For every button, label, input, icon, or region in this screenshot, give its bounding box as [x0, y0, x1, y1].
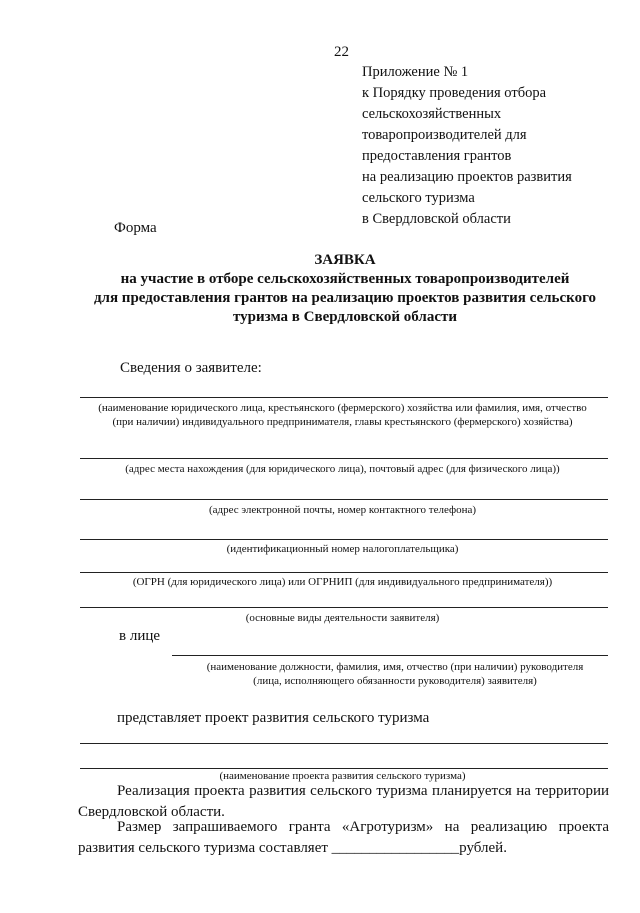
project-field-line-1[interactable]	[80, 743, 608, 744]
appendix-line: к Порядку проведения отбора	[362, 85, 547, 101]
title-line: туризма в Свердловской области	[232, 309, 458, 325]
appendix-header	[362, 62, 572, 230]
project-label: представляет проект развития сельского туризма	[117, 710, 430, 726]
appendix-line: предоставления грантов	[362, 148, 512, 164]
caption-line: (наименование юридического лица, крестьянского (фермерского) хозяйства или фамилия, имя, отчество	[98, 402, 587, 414]
paragraph-line: Реализация проекта развития сельского туризма планируется на территории	[117, 783, 609, 799]
paragraph-line: Свердловской области.	[78, 804, 225, 820]
page-number: 22	[334, 44, 349, 60]
applicant-section-label: Сведения о заявителе:	[120, 360, 262, 376]
appendix-line: Приложение № 1	[362, 64, 469, 80]
applicant-name-field-line[interactable]	[80, 397, 608, 398]
caption-line: (наименование должности, фамилия, имя, отчество (при наличии) руководителя	[206, 661, 584, 673]
appendix-line: на реализацию проектов развития	[362, 169, 572, 185]
title-line: на участие в отборе сельскохозяйственных товаропроизводителей	[120, 271, 570, 287]
appendix-line: сельского туризма	[362, 190, 475, 206]
paragraph-line: Размер запрашиваемого гранта «Агротуризм» на реализацию проекта	[117, 819, 609, 835]
appendix-line: сельскохозяйственных	[362, 106, 502, 122]
grant-paragraph	[78, 817, 609, 859]
form-label: Форма	[114, 220, 157, 236]
address-field-line[interactable]	[80, 458, 608, 459]
appendix-line: товаропроизводителей для	[362, 127, 527, 143]
document-title	[80, 251, 610, 327]
ogrn-field-line[interactable]	[80, 572, 608, 573]
paragraph-line: развития сельского туризма составляет _________________рублей.	[78, 840, 507, 856]
contacts-field-line[interactable]	[80, 499, 608, 500]
title-heading: ЗАЯВКА	[314, 252, 376, 268]
project-caption: (наименование проекта развития сельского туризма)	[219, 770, 466, 782]
address-caption: (адрес места нахождения (для юридического лица), почтовый адрес (для физического лица))	[125, 463, 560, 475]
activities-field-line[interactable]	[80, 607, 608, 608]
contacts-caption: (адрес электронной почты, номер контактного телефона)	[208, 504, 477, 516]
inn-caption: (идентификационный номер налогоплательщика)	[226, 543, 459, 555]
caption-line: (при наличии) индивидуального предпринимателя, главы крестьянского (фермерского) хозяйства)	[112, 416, 573, 428]
appendix-line: в Свердловской области	[362, 211, 511, 227]
activities-caption: (основные виды деятельности заявителя)	[245, 612, 440, 624]
applicant-name-caption	[70, 401, 615, 429]
caption-line: (лица, исполняющего обязанности руководителя) заявителя)	[253, 675, 537, 687]
representative-caption	[160, 660, 630, 688]
inn-field-line[interactable]	[80, 539, 608, 540]
representative-field-line[interactable]	[172, 655, 608, 656]
representative-label: в лице	[119, 628, 161, 644]
title-line: для предоставления грантов на реализацию проектов развития сельского	[93, 290, 597, 306]
ogrn-caption: (ОГРН (для юридического лица) или ОГРНИП (для индивидуального предпринимателя))	[132, 576, 553, 588]
